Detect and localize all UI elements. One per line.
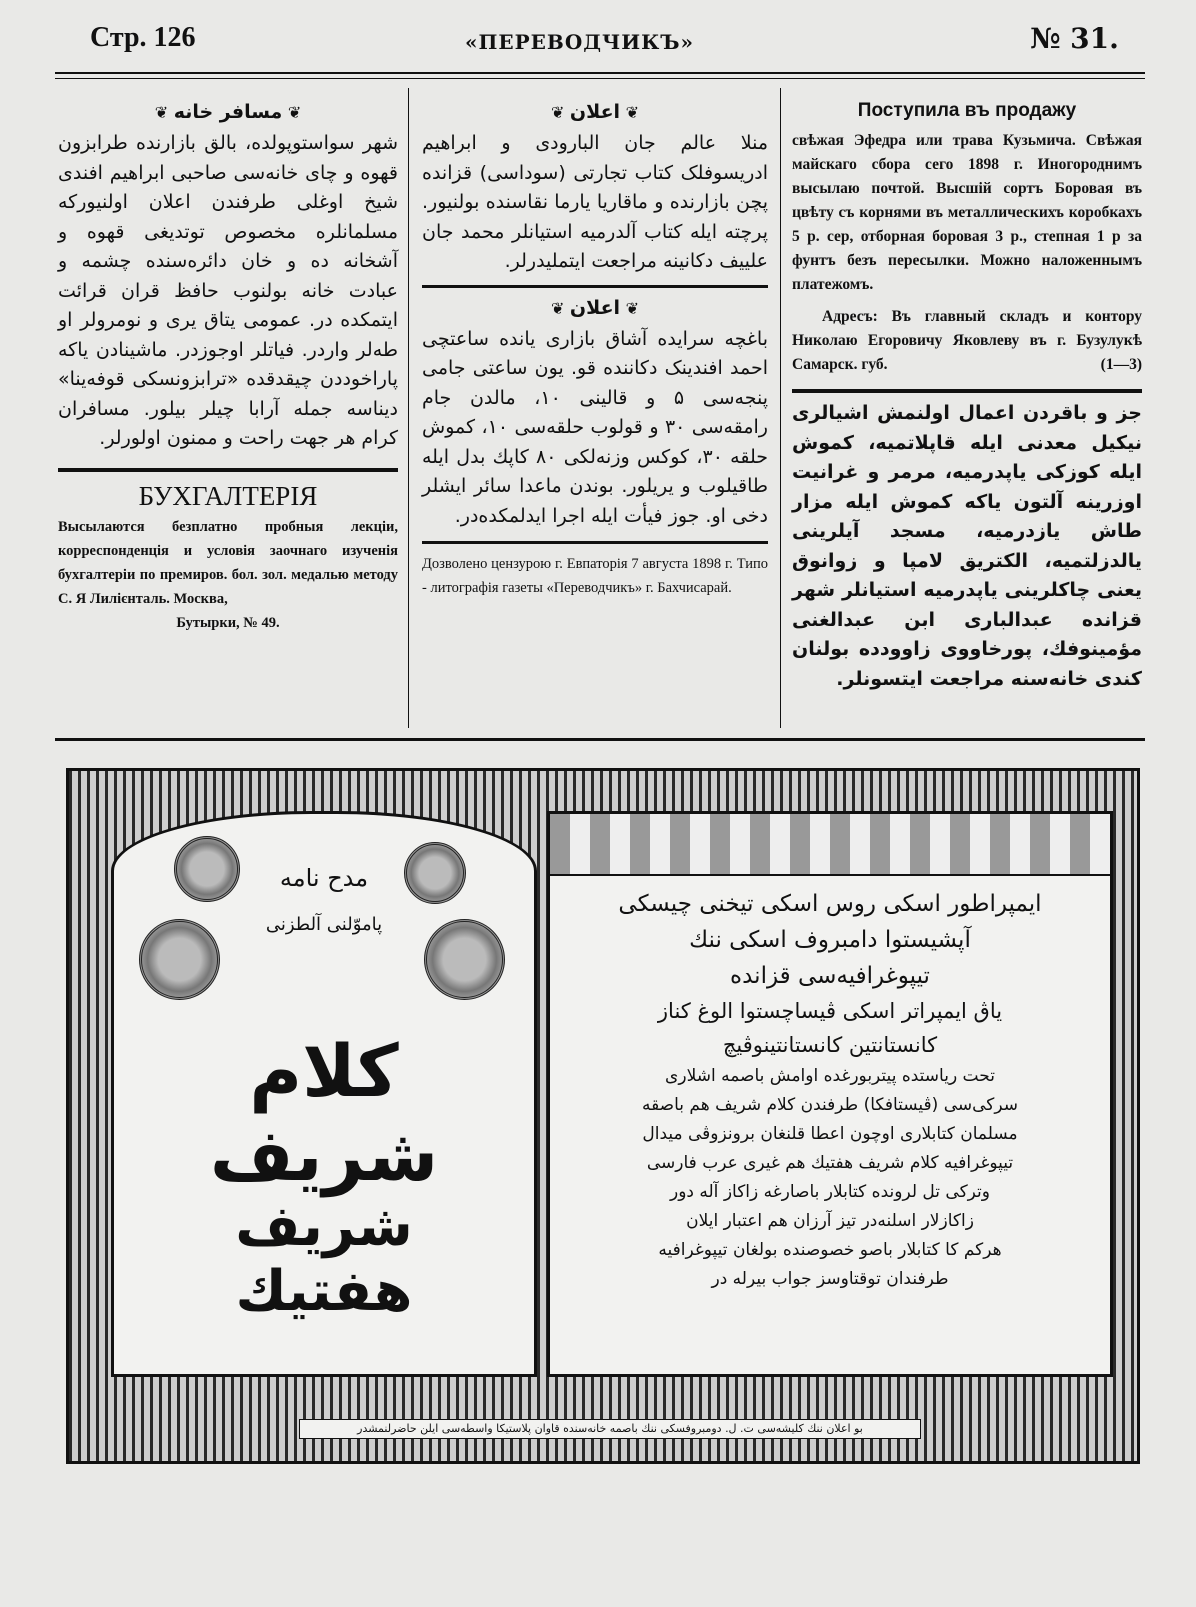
issue-number: № 31. <box>1030 22 1119 55</box>
censorship-note: Дозволено цензурою г. Евпаторія 7 августа 1898 г. Типо - литографія газеты «Переводчикъ» г. Бахчисарай. <box>422 556 768 596</box>
article-body: شهر سواستوپولده، بالق بازارنده طرابزون قهوه و چای خانه‌سی صاحبی ابراهیم افندی شیخ اوغلی طرفندن اعلان اولنیورکه مسلمانلره مخصوص توتدیغی قهوه و آشخانه ده و خان دائره‌سنده چشمه و عبادت خانه بولنوب حافظ قران قرائت ایتمکده در. عمومی یتاق یری و نومرولر او طه‌لر واردر. فیاتلر اوجوزدر. ماشینادن یاکه پاراخوددن چیقدقده «ترابزونسکی قوفه‌ینا» دیناسه جمله آرابا چیلر بیلور. مسافران کرام هر جهت راحت و ممنون اولورلر. <box>58 132 398 449</box>
announcement-text <box>550 876 1110 1304</box>
divider <box>422 541 768 544</box>
header-rule <box>55 78 1145 79</box>
column-divider <box>780 88 781 728</box>
text-line: کانستانتین کانستانتینوڤیچ <box>722 1033 938 1057</box>
ornament-icon: ❦ <box>154 103 174 122</box>
ornament-icon: ❦ <box>550 103 570 122</box>
title-text: مسافر خانه <box>173 101 283 123</box>
advertisement-frame <box>66 768 1140 1464</box>
text-line: ایمپراطور اسکی روس اسکی تیخنی چیسکی <box>618 891 1042 917</box>
notice-body: باغچه سرایده آشاق بازاری یانده ساعتچی احمد افندینک دکاننده قو. یون ساعتی جامی پنجه‌سی ۵ و قالینی ۱۰، مالدن جام رامقه‌سی ۳۰ و قولوب حلقه‌سی ۱۰، کموش حلقه ۳۰، کوکس وزنه‌لکی ۸۰ کاپك بدل ایله طاقیلوب و یریلور. بوندن ماعدا سائر ایشلر دخی او. جوز فیأت ایله اجرا ایدلمکده‌در. <box>422 327 769 527</box>
text-line: تیپوغرافیه‌سی قزانده <box>730 963 930 989</box>
medal-icon <box>139 919 220 1000</box>
ad-body: свѣжая Эфедра или трава Кузьмича. Свѣжая майскаго сбора сего 1898 г. Иногороднимъ высылаю почтой. Высшій сортъ Боровая въ цвѣту съ корнями въ металлическихъ коробкахъ 5 р. сер, отборная боровая 3 р., степная 1 р за фунтъ безъ пересылки. Можно наложеннымъ платежомъ. <box>792 132 1142 293</box>
text-line: زاکازلار اسلنه‌در تیز آرزان هم اعتبار ایلان <box>686 1211 974 1231</box>
series-number: (1—3) <box>1100 356 1142 373</box>
title-text: اعلان <box>569 296 621 319</box>
notice-title <box>422 98 768 127</box>
section-rule <box>55 738 1145 741</box>
ornament-icon: ❦ <box>282 103 302 122</box>
ad-address <box>792 305 1142 377</box>
right-column <box>792 96 1142 694</box>
ad-address: Бутырки, № 49. <box>176 614 280 631</box>
ornament-icon: ❦ <box>620 298 640 318</box>
ornament-icon: ❦ <box>550 298 570 318</box>
text-line: یاڨ ایمپراتر اسکی ڤیساچستوا الوغ کناز <box>657 999 1003 1023</box>
notice-body: جز و باقردن اعمال اولنمش اشیالری نیکیل معدنی ایله قاپلاتمیه، کموش ایله کوزکی یاپدرمیه، مرمر و غرانیت اوزرینه آلتون یاکه کموش ایله مزار طاش یازدرمیه، مسجد آیلرینی یالدزلتمیه، الکتریق لامپا و زوانوق یعنی چاکلرینی یاپدرمیه استیانلر شهر قزانده عبدالباری ابن عبدالغنی مؤمینوفك، پورخاووی زاووددە بولنان کندی خانه‌سنه مراجعت ایتسونلر. <box>792 402 1142 690</box>
divider <box>792 389 1142 393</box>
column-divider <box>408 88 409 728</box>
ad-title: Поступила въ продажу <box>857 100 1077 121</box>
medal-icon <box>174 836 240 902</box>
notice-body: منلا عالم جان البارودی و ابراهیم ادریسوفلک کتاب تجارتی (سوداسی) قزانده پچن بازارنده و ماقاریا یارما نقاسنده بولنیور. پرچته ایله کتاب آلدرمیه استیانلر محمد جان علییف دکانینه مراجعت ایتملیدرلر. <box>422 132 768 272</box>
announcement-panel <box>547 811 1113 1377</box>
calligraphy-haftiyak: شریف هفتیك <box>235 1194 413 1324</box>
ad-title: БУХГАЛТЕРІЯ <box>138 480 318 511</box>
certificate-panel <box>111 811 537 1377</box>
curtain-ornament <box>550 814 1110 876</box>
text-line: سرکی‌سی (ڤیستافکا) طرفندن کلام شریف هم باصقه <box>641 1095 1019 1115</box>
page-number: Стр. 126 <box>90 22 196 53</box>
divider <box>422 285 768 288</box>
calligraphy-kalam-sharif: کلام شریف <box>209 1029 439 1197</box>
title-text: اعلان <box>569 101 621 123</box>
middle-column <box>422 98 768 600</box>
text-line: آپشیستوا دامبروف اسکی ننك <box>689 927 971 953</box>
text-line: وترکی تل لروندە کتابلار باصارغه زاکاز آله دور <box>670 1182 990 1202</box>
text-line: هرکم کا کتابلار باصو خصوصنده بولغان تیپوغرافیه <box>658 1240 1002 1260</box>
text-line: تحت ریاستده پیتربورغده اوامش باصمه اشلاری <box>665 1066 995 1086</box>
address-text: Адресъ: Въ главный складъ и контору Николаю Егоровичу Яковлеву въ г. Бузулукѣ Самарск. губ. <box>792 308 1142 373</box>
certificate-subheading: پاموّلنی آلطزنی <box>265 914 383 935</box>
newspaper-title: «ПЕРЕВОДЧИКЪ» <box>465 30 695 54</box>
text-line: طرفندان توقتاوسز جواب بیرله در <box>711 1269 949 1289</box>
text-line: مسلمان کتابلاری اوچون اعطا قلنغان برونزوڤی میدال <box>642 1124 1018 1144</box>
advertisement-footer: بو اعلان ننك کلیشه‌سی ت. ل. دومبروفسکی ننك باصمه خانه‌سنده قاوان پلاستیکا واسطه‌سی ایلن حاضرلنمشدر <box>299 1419 921 1439</box>
text-line: تیپوغرافیه کلام شریف هفتیك هم غیری عرب فارسی <box>646 1153 1014 1173</box>
notice-title <box>422 294 768 323</box>
certificate-heading: مدح نامه <box>279 864 369 892</box>
ad-body: Высылаются безплатно пробныя лекціи, корреспонденція и условія заочнаго изученія бухгалтеріи по премиров. бол. зол. медалью методу С. Я Лилієнталь. Москва, <box>58 518 398 607</box>
header-rule <box>55 72 1145 74</box>
article-title <box>58 98 398 127</box>
divider <box>58 468 398 472</box>
left-column <box>58 98 398 635</box>
ornament-icon: ❦ <box>620 103 640 122</box>
medal-icon <box>424 919 505 1000</box>
